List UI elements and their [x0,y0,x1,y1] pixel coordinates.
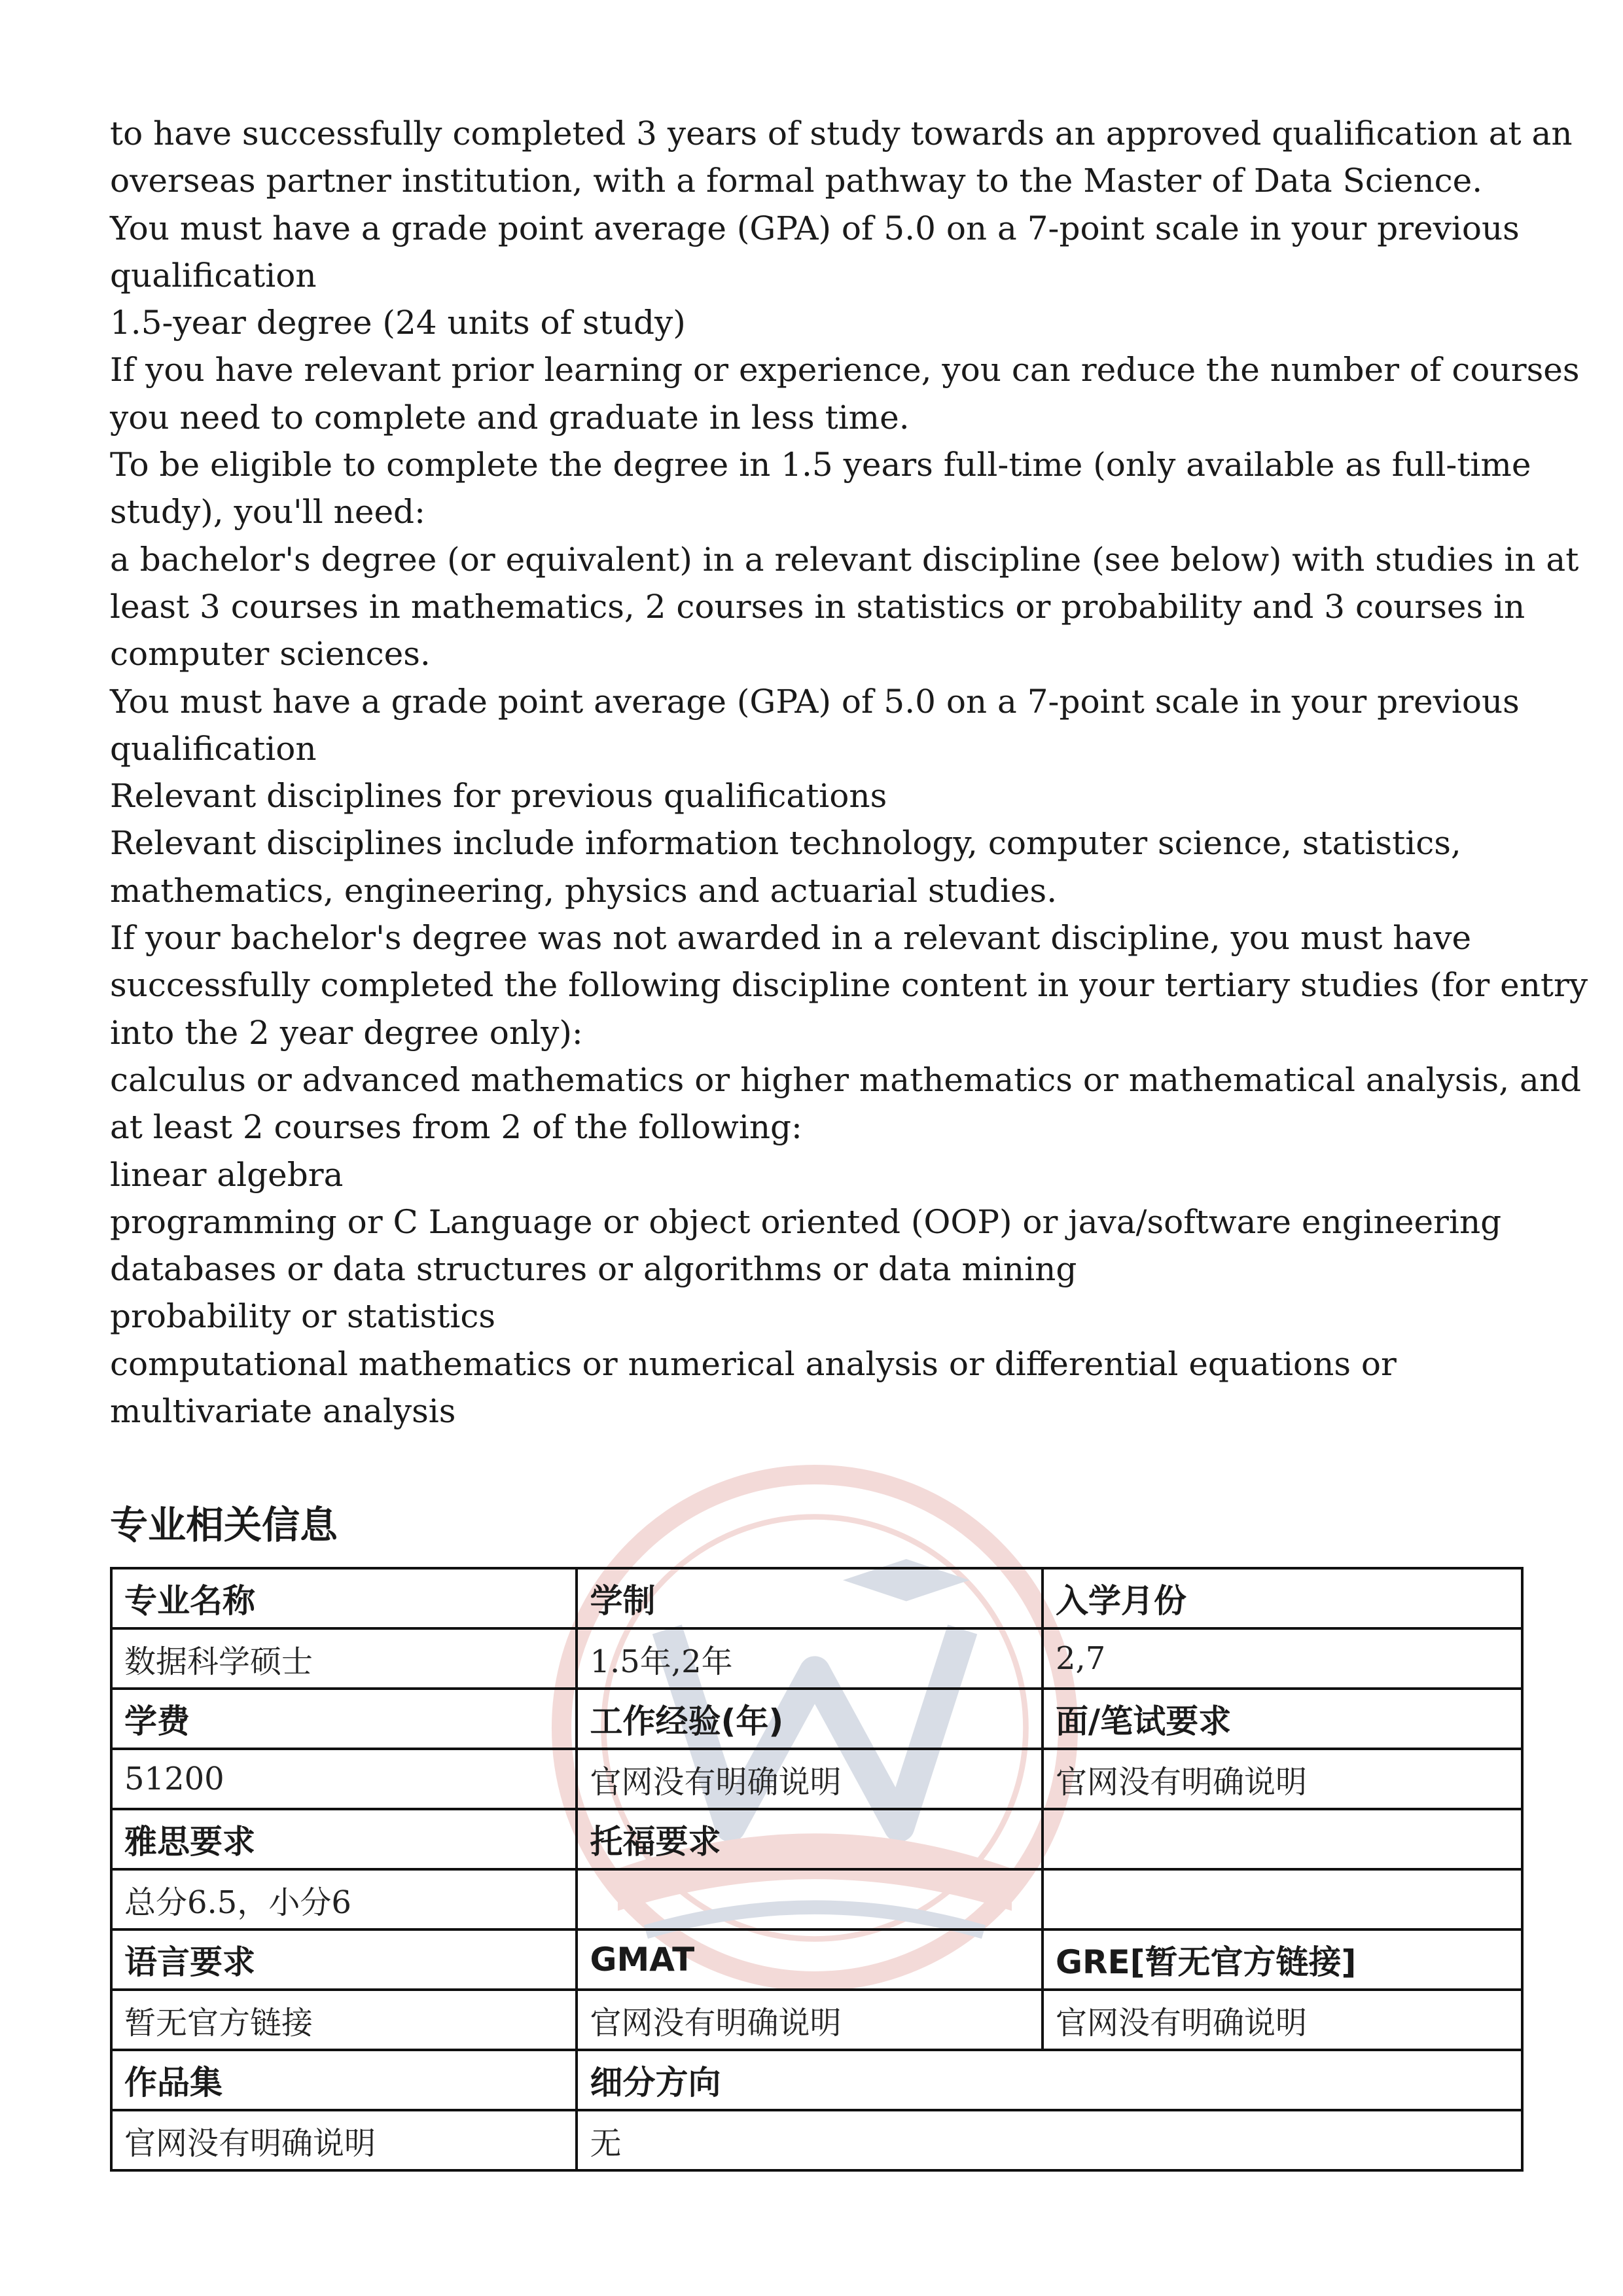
table-row [111,1869,1522,1929]
table-row [111,1628,1522,1689]
paragraph-line: least 3 courses in mathematics, 2 courses in statistics or probability and 3 courses in [110,587,1525,626]
table-cell: 官网没有明确说明 [577,1990,1042,2050]
table-cell: 学制 [577,1568,1042,1628]
paragraph-line: qualification [110,729,317,768]
paragraph-line: multivariate analysis [110,1392,456,1431]
paragraph-line: calculus or advanced mathematics or higher mathematics or mathematical analysis, and [110,1060,1582,1099]
paragraph-line: into the 2 year degree only): [110,1013,583,1052]
table-cell: 官网没有明确说明 [1043,1990,1522,2050]
paragraph-line: mathematics, engineering, physics and actuarial studies. [110,871,1058,910]
table-row [111,1929,1522,1990]
paragraph-line: databases or data structures or algorithms or data mining [110,1250,1077,1289]
section-title: 专业相关信息 [110,1503,338,1547]
paragraph-line: qualification [110,256,317,295]
table-cell: 无 [577,2110,1522,2170]
table-cell: 细分方向 [577,2050,1522,2110]
paragraph-line: to have successfully completed 3 years of study towards an approved qualification at an [110,115,1573,152]
paragraph-line: overseas partner institution, with a formal pathway to the Master of Data Science. [110,162,1483,200]
requirements-text [110,110,1588,1435]
table-cell: 工作经验(年) [577,1689,1042,1749]
paragraph-line: computational mathematics or numerical analysis or differential equations or [110,1344,1397,1383]
table-cell: 专业名称 [111,1568,577,1628]
paragraph-line: a bachelor's degree (or equivalent) in a relevant discipline (see below) with studies in at [110,540,1579,579]
table-cell: GRE[暂无官方链接] [1043,1929,1522,1990]
table-cell: 51200 [111,1749,577,1809]
paragraph-line: Relevant disciplines for previous qualifications [110,777,887,816]
paragraph-line: 1.5-year degree (24 units of study) [110,304,686,342]
table-row [111,1749,1522,1809]
table-cell: 1.5年,2年 [577,1628,1042,1689]
paragraph-line: programming or C Language or object oriented (OOP) or java/software engineering [110,1202,1502,1241]
table-cell: 托福要求 [577,1809,1042,1869]
table-cell: 学费 [111,1689,577,1749]
paragraph-line: you need to complete and graduate in less time. [110,398,910,437]
paragraph-line: You must have a grade point average (GPA) of 5.0 on a 7-point scale in your previous [110,209,1520,247]
table-cell: 数据科学硕士 [111,1628,577,1689]
table-cell: 作品集 [111,2050,577,2110]
table-cell: 官网没有明确说明 [111,2110,577,2170]
table-row [111,2050,1522,2110]
table-row [111,1990,1522,2050]
table-row [111,1568,1522,1628]
paragraph-line: probability or statistics [110,1297,495,1336]
table-cell: 暂无官方链接 [111,1990,577,2050]
paragraph-line: If you have relevant prior learning or experience, you can reduce the number of courses [110,351,1580,389]
table-cell: GMAT [577,1929,1042,1990]
table-cell: 语言要求 [111,1929,577,1990]
paragraph-line: at least 2 courses from 2 of the following: [110,1108,802,1147]
program-info-table [110,1567,1524,2172]
table-cell: 雅思要求 [111,1809,577,1869]
paragraph-line: linear algebra [110,1155,344,1194]
table-cell: 官网没有明确说明 [1043,1749,1522,1809]
table-row [111,2110,1522,2170]
paragraph-line: You must have a grade point average (GPA) of 5.0 on a 7-point scale in your previous [110,682,1520,721]
table-cell [577,1869,1042,1929]
table-cell: 面/笔试要求 [1043,1689,1522,1749]
paragraph-line: Relevant disciplines include information technology, computer science, statistics, [110,824,1461,863]
table-cell: 2,7 [1043,1628,1522,1689]
table-row [111,1689,1522,1749]
paragraph-line: computer sciences. [110,635,431,673]
table-cell: 官网没有明确说明 [577,1749,1042,1809]
table-row [111,1809,1522,1869]
paragraph-line: To be eligible to complete the degree in 1.5 years full-time (only available as full-time [110,446,1531,484]
paragraph-line: study), you'll need: [110,493,425,531]
paragraph-line: If your bachelor's degree was not awarded in a relevant discipline, you must have [110,919,1472,958]
table-cell [1043,1869,1522,1929]
table-cell: 总分6.5，小分6 [111,1869,577,1929]
paragraph-line: successfully completed the following discipline content in your tertiary studies (for entry [110,966,1588,1005]
table-cell [1043,1809,1522,1869]
table-cell: 入学月份 [1043,1568,1522,1628]
